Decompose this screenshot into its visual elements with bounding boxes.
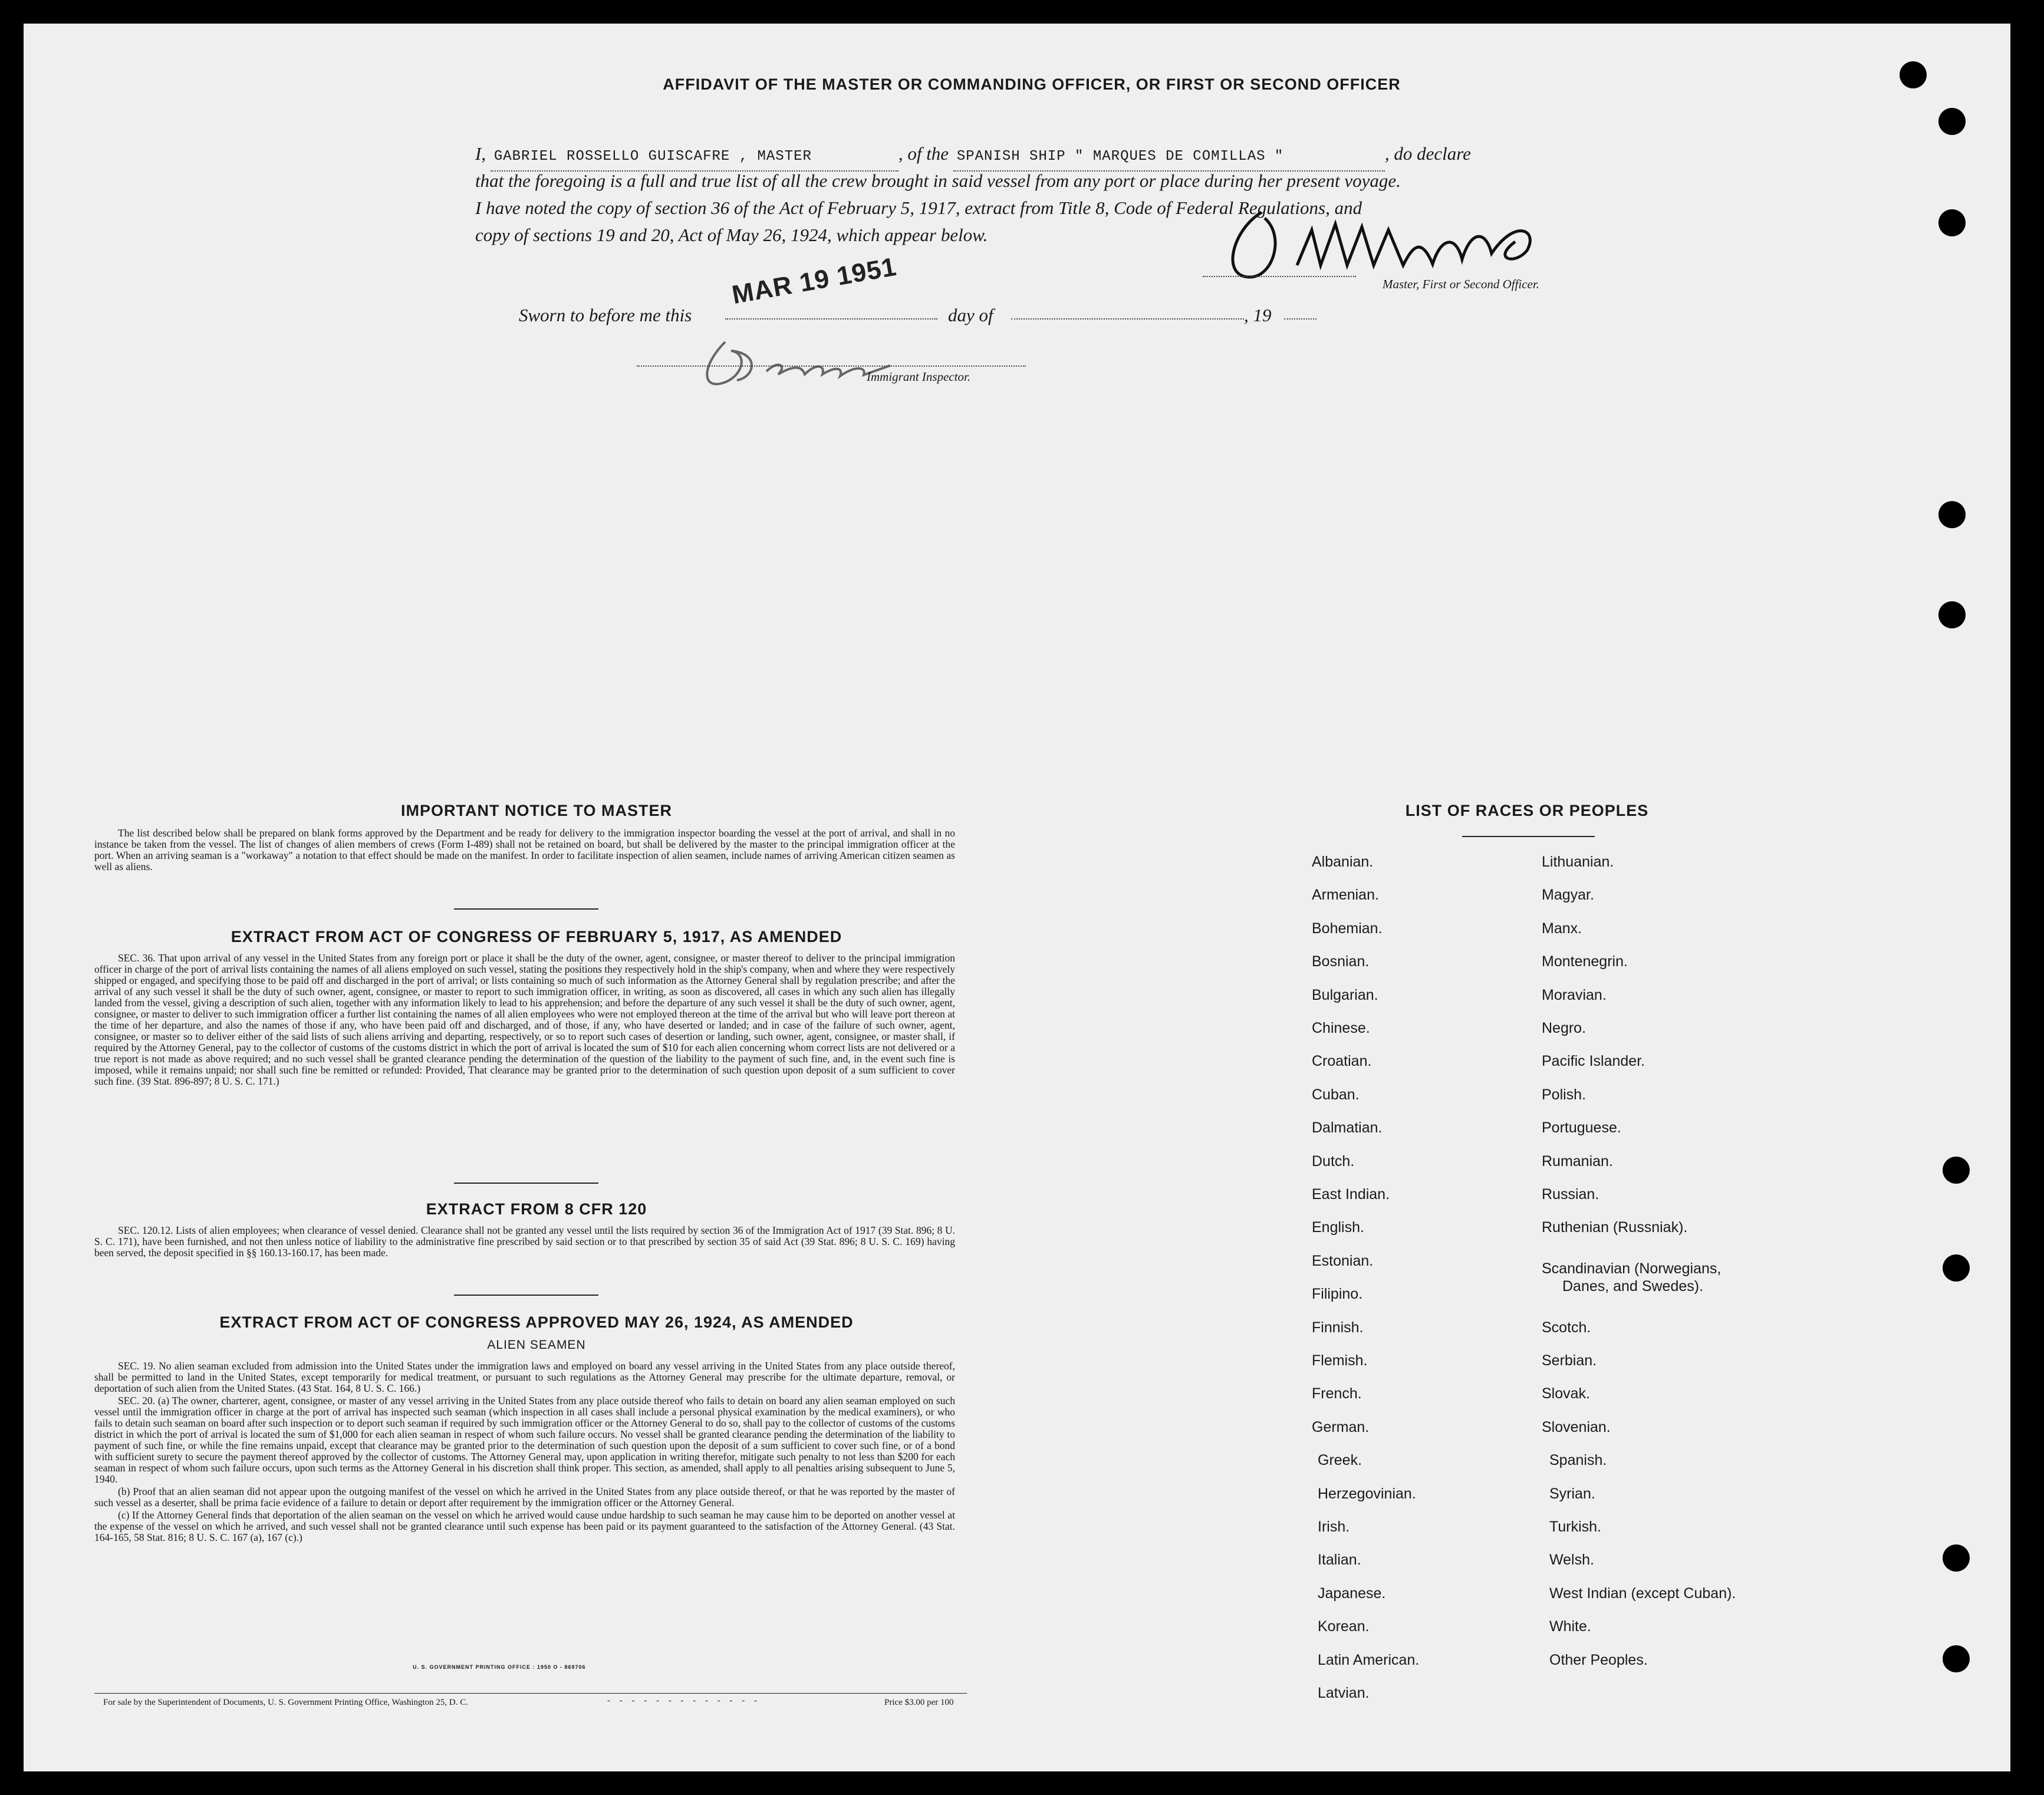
race-item: Scotch. [1542,1319,1591,1336]
extract-1924-section [94,1361,955,1544]
affidavit-line-3: I have noted the copy of section 36 of the Act of February 5, 1917, extract from Title 8, Code of Federal Regulations, and [475,197,1362,218]
race-item: Danes, and Swedes). [1562,1278,1704,1295]
race-item: Rumanian. [1542,1153,1613,1170]
punch-hole [1938,209,1966,236]
inspector-label: Immigrant Inspector. [867,370,971,384]
race-item: Irish. [1318,1519,1350,1535]
footer-note: For sale by the Superintendent of Documents, U. S. Government Printing Office, Washington 25, D. C. [103,1698,468,1707]
race-item: English. [1312,1219,1364,1236]
race-item: Filipino. [1312,1286,1363,1302]
race-item: Cuban. [1312,1086,1360,1103]
footer-dots: - - - - - - - - - - - - - [607,1696,761,1705]
race-item: Latin American. [1318,1652,1420,1668]
race-item: Bosnian. [1312,953,1370,970]
race-item: Italian. [1318,1552,1361,1568]
race-item: Chinese. [1312,1020,1370,1036]
sworn-label: Sworn to before me this [519,305,692,325]
race-item: Russian. [1542,1186,1599,1203]
sec-19-text: SEC. 19. No alien seaman excluded from admission into the United States under the immigration laws and employed on board any vessel arriving in the United States from any place outside thereof, shall be permitted to land in the United States, except temporarily for medical treatment, or pursuant to such regulations as the Attorney General may prescribe for the ultimate departure, removal, or deportation of such alien from the United States. (43 Stat. 164, 8 U. S. C. 166.) [94,1360,955,1394]
race-item: Dalmatian. [1312,1119,1383,1136]
race-item: White. [1549,1618,1591,1635]
of-the-label: , of the [898,143,949,164]
punch-hole [1938,601,1966,628]
race-item: Korean. [1318,1618,1370,1635]
race-item: East Indian. [1312,1186,1390,1203]
affidavit-line-4: copy of sections 19 and 20, Act of May 26, 1924, which appear below. [475,225,988,245]
punch-hole [1943,1645,1970,1672]
race-item: Bulgarian. [1312,987,1378,1003]
race-item: Syrian. [1549,1486,1595,1502]
race-item: Dutch. [1312,1153,1355,1170]
race-item: Magyar. [1542,887,1594,903]
sec-20b-text: (b) Proof that an alien seaman did not appear upon the outgoing manifest of the vessel on which he arrived in the United States from any place outside thereof, or that he was reported by the master of such vessel as a deserter, shall be prima facie evidence of a failure to detain or deport after requirement by the immigration officer or the Attorney General. [94,1486,955,1509]
race-item: Negro. [1542,1020,1587,1036]
extract-cfr-title: EXTRACT FROM 8 CFR 120 [426,1200,647,1218]
race-item: Latvian. [1318,1685,1370,1701]
race-item: Armenian. [1312,887,1379,903]
race-item: Other Peoples. [1549,1652,1648,1668]
do-declare-label: , do declare [1384,143,1471,164]
sec-36-text: SEC. 36. That upon arrival of any vessel in the United States from any foreign port or place it shall be the duty of the owner, agent, consignee, or master thereof to deliver to the principal immigration officer in charge of the port of arrival lists containing the names of all aliens employed on such vessel, stating the positions they respectively hold in the ship's company, when and where they were respectively shipped or engaged, and specifying those to be paid off and discharged in the port of arrival; or lists containing so much of such information as the Attorney General shall by regulation prescribe; and after the arrival of any such vessel it shall be the duty of such owner, agent, consignee, or master to report to such immigration officer, in writing, as soon as discovered, all cases in which any such alien has illegally landed from the vessel, giving a description of such alien, together with any information likely to lead to his apprehension; and before the departure of any such vessel it shall be the duty of such owner, agent, consignee, or master to deliver to such immigration officer a further list containing the names of all alien employees who were not employed thereon at the time of the arrival but who will leave port thereon at the time of her departure, and also the names of those if any, who have been paid off and discharged, and of those, if any, who have deserted or landed; and in case of the failure of such owner, agent, consignee, or master so to deliver either of the said lists of such aliens arriving and departing, respectively, or so to report such cases of desertion or landing, such owner, agent, consignee, or master shall, if required by the Attorney General, pay to the collector of customs of the customs district in which the port of arrival is located the sum of $10 for each alien concerning whom correct lists are not delivered or a true report is not made as above required; and no such vessel shall be granted clearance pending the determination of the question of the liability to the payment of such fine, and, in the event such fine is imposed, while it remains unpaid; nor shall such fine be remitted or refunded: Provided, That clearance may be granted prior to the determination of such question upon deposit of a sum sufficient to cover such fine. (39 Stat. 896-897; 8 U. S. C. 171.) [94,952,955,1087]
punch-hole [1943,1157,1970,1184]
notice-section [94,828,955,874]
master-name-field[interactable]: GABRIEL ROSSELLO GUISCAFRE , MASTER [491,143,898,172]
year-line [1284,318,1316,320]
race-item: Turkish. [1549,1519,1601,1535]
ship-name-field[interactable]: SPANISH SHIP " MARQUES DE COMILLAS " [953,143,1385,172]
extract-1924-title: EXTRACT FROM ACT OF CONGRESS APPROVED MAY 26, 1924, AS AMENDED [219,1313,854,1331]
race-item: Japanese. [1318,1585,1386,1602]
notice-title: IMPORTANT NOTICE TO MASTER [401,802,672,819]
extract-cfr-section [94,1225,955,1260]
race-item: Bohemian. [1312,920,1383,937]
affidavit-line-2: that the foregoing is a full and true list of all the crew brought in said vessel from any port or place during her present voyage. [475,170,1401,191]
race-item: Montenegrin. [1542,953,1628,970]
race-item: Flemish. [1312,1352,1368,1369]
month-line [1011,318,1244,320]
punch-hole [1938,501,1966,528]
extract-1917-title: EXTRACT FROM ACT OF CONGRESS OF FEBRUARY 5, 1917, AS AMENDED [231,928,842,946]
notice-text: The list described below shall be prepared on blank forms approved by the Department and be ready for delivery to the immigration inspector boarding the vessel at the port of arrival, and shall in no instance be taken from the vessel. The list of changes of alien members of crews (Form I-489) shall not be retained on board, but shall be delivered by the master to the principal immigration officer at the port. When an arriving seaman is a "workaway" a notation to that effect should be made on the manifest. In order to facilitate inspection of alien seamen, include names of arriving American citizen seamen as well as aliens. [94,827,955,872]
race-item: Estonian. [1312,1253,1374,1269]
race-item: Slovak. [1542,1385,1590,1402]
race-item: Croatian. [1312,1053,1372,1069]
divider [454,1183,598,1184]
alien-seamen-subtitle: ALIEN SEAMEN [487,1338,586,1352]
race-item: Portuguese. [1542,1119,1621,1136]
sec-20c-text: (c) If the Attorney General finds that deportation of the alien seaman on the vessel on which he arrived would cause undue hardship to such seaman he may cause him to be deported on another vessel at the expense of the vessel on which he arrived, and such vessel shall not be granted clearance until such expense has been paid or its payment guaranteed to the satisfaction of the Attorney General. (43 Stat. 164-165, 58 Stat. 816; 8 U. S. C. 167 (a), 167 (c).) [94,1509,955,1543]
sec-120-12-text: SEC. 120.12. Lists of alien employees; when clearance of vessel denied. Clearance shall not be granted any vessel until the lists required by section 36 of the Immigration Act of 1917 (39 Stat. 896; 8 U. S. C. 171), have been furnished, and not then unless notice of liability to the administrative fine prescribed by said section or to that prescribed by section 35 of said Act (39 Stat. 896; 8 U. S. C. 169) having been served, the deposit specified in §§ 160.13-160.17, has been made. [94,1224,955,1259]
race-item: German. [1312,1419,1370,1435]
footer-price: Price $3.00 per 100 [884,1698,954,1707]
race-item: French. [1312,1385,1362,1402]
extract-1917-section [94,953,955,1088]
affidavit-title: AFFIDAVIT OF THE MASTER OR COMMANDING OFFICER, OR FIRST OR SECOND OFFICER [663,75,1401,93]
day-of-label: day of [948,305,993,325]
race-item: Serbian. [1542,1352,1597,1369]
divider [454,1295,598,1296]
race-item: Herzegovinian. [1318,1486,1416,1502]
master-label: Master, First or Second Officer. [1383,277,1539,291]
race-item: Pacific Islander. [1542,1053,1645,1069]
sec-20a-text: SEC. 20. (a) The owner, charterer, agent, consignee, or master of any vessel arriving in the United States from any place outside thereof who fails to detain on board any alien seaman employed on such vessel until the immigration officer in charge at the port of arrival has inspected such seaman (which inspection in all cases shall include a personal physical examination by the medical examiners), or who fails to detain such seaman on board after such inspection or to deport such seaman if required by such immigration officer or the Attorney General to do so, shall pay to the collector of customs of the customs district in which the port of arrival is located the sum of $1,000 for each alien seaman in respect of whom such failure occurs. No vessel shall be granted clearance pending the determination of the liability to payment of such fine, or while the fine remains unpaid, except that clearance may be granted prior to the determination of such question upon the deposit of a sum sufficient to cover such fine, or of a bond with sufficient surety to secure the payment thereof approved by the collector of customs. The Attorney General may, upon application in writing therefor, mitigate such penalty to not less than $200 for each seaman in respect of whom such failure occurs, upon such terms as the Attorney General in his discretion shall think proper. This section, as amended, shall apply to all penalties arising subsequent to June 5, 1940. [94,1395,955,1485]
race-item: Scandinavian (Norwegians, [1542,1260,1722,1277]
race-item: Slovenian. [1542,1419,1611,1435]
race-item: Ruthenian (Russniak). [1542,1219,1688,1236]
punch-hole [1938,108,1966,135]
master-signature-line [1203,276,1356,277]
race-item: Finnish. [1312,1319,1364,1336]
races-title: LIST OF RACES OR PEOPLES [1405,802,1649,819]
year-label: , 19 [1244,305,1272,325]
race-item: Spanish. [1549,1452,1607,1468]
divider [454,908,598,910]
punch-hole [1943,1544,1970,1572]
sworn-date-line [725,318,937,320]
race-item: Polish. [1542,1086,1587,1103]
race-item: Moravian. [1542,987,1607,1003]
race-item: Lithuanian. [1542,854,1614,870]
date-stamp: MAR 19 1951 [729,252,899,310]
inspector-signature [690,330,902,395]
race-item: West Indian (except Cuban). [1549,1585,1736,1602]
footer-rule [94,1693,967,1694]
master-signature [1209,195,1592,289]
i-label: I, [475,143,486,164]
race-item: Manx. [1542,920,1582,937]
punch-hole [1900,61,1927,88]
gpo-imprint: U. S. GOVERNMENT PRINTING OFFICE : 1950 O - 869706 [413,1664,586,1670]
inspector-signature-line [637,365,1026,367]
race-item: Albanian. [1312,854,1374,870]
race-item: Greek. [1318,1452,1362,1468]
divider [1462,836,1595,837]
race-item: Welsh. [1549,1552,1594,1568]
punch-hole [1943,1254,1970,1282]
